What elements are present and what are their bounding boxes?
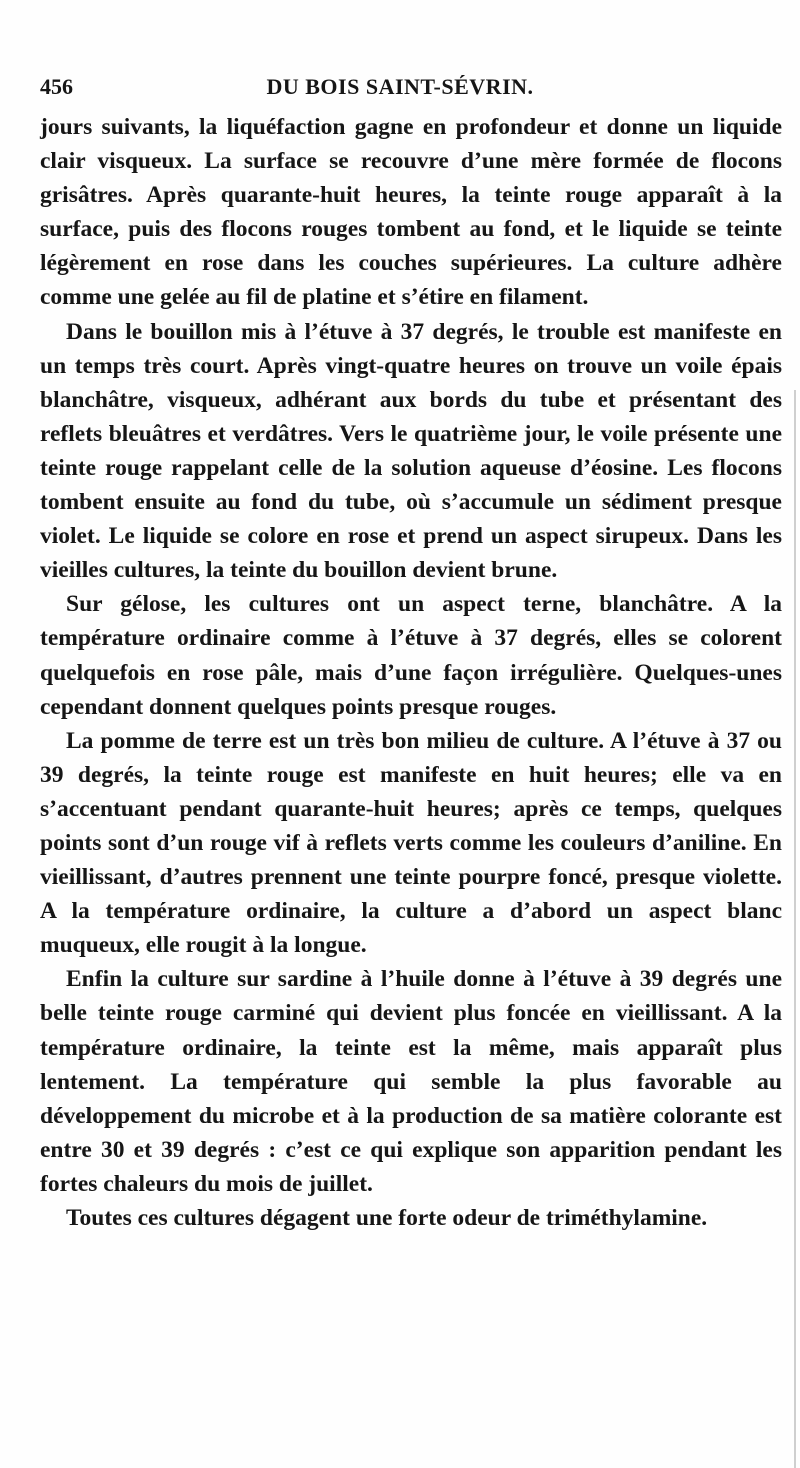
paragraph-liquefaction: jours suivants, la liquéfaction gagne en profondeur et donne un liquide clair visqueux. La surface se recouvre d’une mère formée de flocons grisâtres. Après quarante-huit heures, la teinte rouge apparaît à la surface, puis des flocons rouges tombent au fond, et le liquide se teinte légèrement en rose dans les couches supérieures. La culture adhère comme une gelée au fil de platine et s’étire en filament. bbox=[40, 114, 782, 311]
running-head bbox=[40, 74, 760, 100]
paragraph-bouillon: Dans le bouillon mis à l’étuve à 37 degrés, le trouble est manifeste en un temps très court. Après vingt-quatre heures on trouve un voile épais blanchâtre, visqueux, adhérant aux bords du tube et présentant des reflets bleuâtres et verdâtres. Vers le quatrième jour, le voile présente une teinte rouge rappelant celle de la solution aqueuse d’éosine. Les flocons tombent ensuite au fond du tube, où s’accumule un sédiment presque violet. Le liquide se colore en rose et prend un aspect sirupeux. Dans les vieilles cultures, la teinte du bouillon devient brune. bbox=[40, 318, 782, 584]
page-number: 456 bbox=[40, 74, 73, 99]
body-text bbox=[40, 110, 782, 1235]
page-header-title: DU BOIS SAINT-SÉVRIN. bbox=[266, 74, 534, 99]
paragraph-gelose: Sur gélose, les cultures ont un aspect terne, blanchâtre. A la température ordinaire comme à l’étuve à 37 degrés, elles se colorent quelquefois en rose pâle, mais d’une façon irrégulière. Quelques-unes cependant donnent quelques points presque rouges. bbox=[40, 591, 782, 720]
paragraph-sardine: Enfin la culture sur sardine à l’huile donne à l’étuve à 39 degrés une belle teinte rouge carminé qui devient plus foncée en vieillissant. A la température ordinaire, la teinte est la même, mais apparaît plus lentement. La température qui semble la plus favorable au développement du microbe et à la production de sa matière colorante est entre 30 et 39 degrés : c’est ce qui explique son apparition pendant les fortes chaleurs du mois de juillet. bbox=[40, 966, 782, 1197]
page-edge-shadow bbox=[794, 390, 796, 1468]
paragraph-odeur: Toutes ces cultures dégagent une forte odeur de triméthylamine. bbox=[66, 1205, 708, 1231]
paragraph-pomme-de-terre: La pomme de terre est un très bon milieu de culture. A l’étuve à 37 ou 39 degrés, la teinte rouge est manifeste en huit heures; elle va en s’accentuant pendant quarante-huit heures; après ce temps, quelques points sont d’un rouge vif à reflets verts comme les couleurs d’aniline. En vieillissant, d’autres prennent une teinte pourpre foncé, presque violette. A la température ordinaire, la culture a d’abord un aspect blanc muqueux, elle rougit à la longue. bbox=[40, 727, 782, 959]
